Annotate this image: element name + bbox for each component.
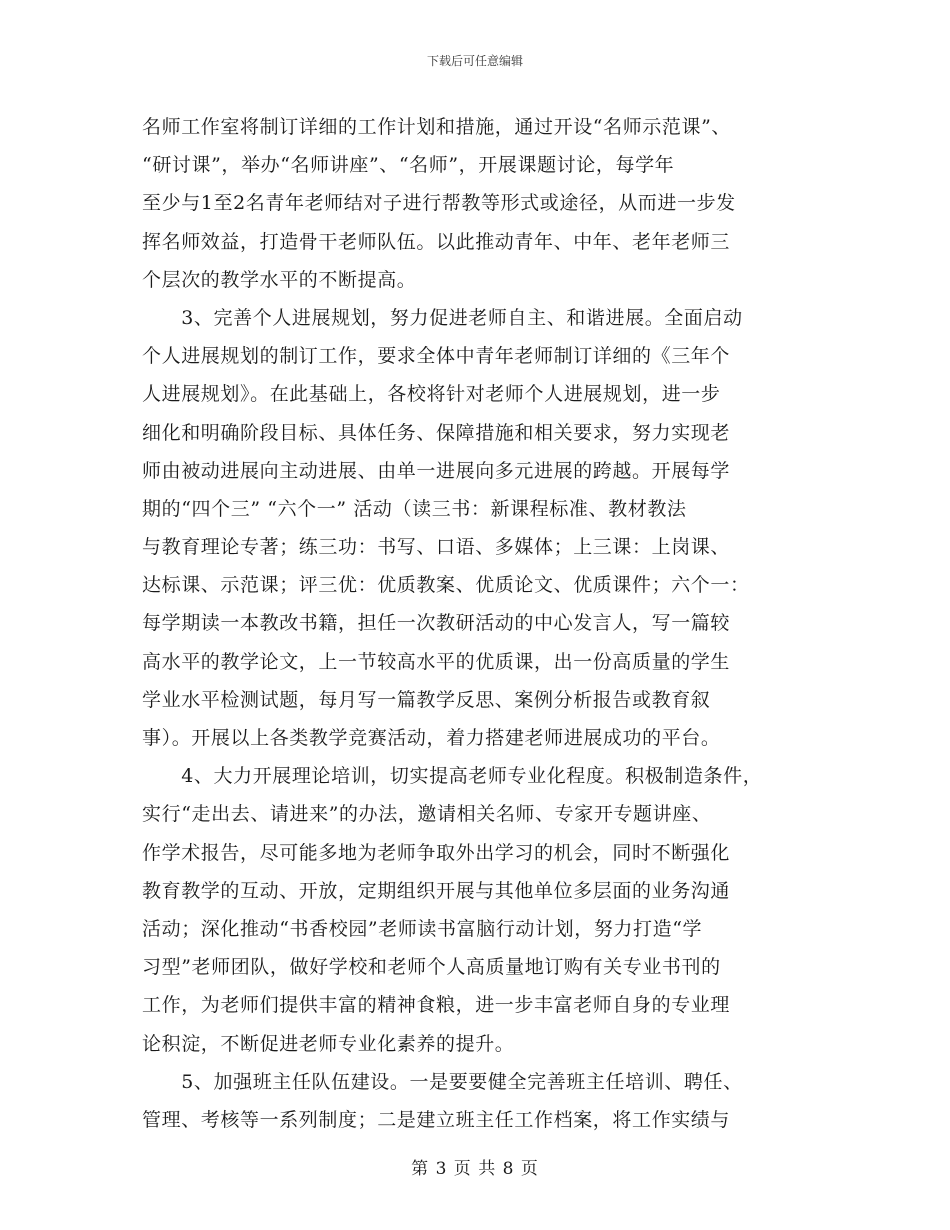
text-line: 实行“走出去、请进来”的办法，邀请相关名师、专家开专题讲座、 (142, 803, 712, 826)
text-line: 人进展规划》。在此基础上，各校将针对老师个人进展规划，进一步 (142, 383, 721, 406)
text-line: 至少与1至2名青年老师结对子进行帮教等形式或途径，从而进一步发 (142, 192, 736, 215)
text-line: 学业水平检测试题，每月写一篇教学反思、案例分析报告或教育叙 (142, 688, 711, 711)
text-line: 名师工作室将制订详细的工作计划和措施，通过开设“名师示范课”、 (142, 116, 732, 138)
text-line: 活动；深化推动“书香校园”老师读书富脑行动计划，努力打造“学 (142, 917, 703, 940)
text-line: 达标课、示范课；评三优：优质教案、优质论文、优质课件；六个一： (142, 574, 750, 597)
text-line: 细化和明确阶段目标、具体任务、保障措施和相关要求，努力实现老 (142, 421, 731, 444)
text-line: 论积淀，不断促进老师专业化素养的提升。 (142, 1032, 515, 1055)
page-header: 下载后可任意编辑 (426, 54, 523, 68)
text-line: 每学期读一本教改书籍，担任一次教研活动的中心发言人，写一篇较 (142, 612, 731, 635)
text-line: 师由被动进展向主动进展、由单一进展向多元进展的跨越。开展每学 (142, 459, 731, 482)
text-line: 事）。开展以上各类教学竞赛活动，着力搭建老师进展成功的平台。 (142, 727, 721, 749)
page-number-footer: 第 3 页 共 8 页 (411, 1159, 539, 1179)
text-line: 与教育理论专著；练三功：书写、口语、多媒体；上三课：上岗课、 (142, 536, 731, 559)
text-line: 挥名师效益，打造骨干老师队伍。以此推动青年、中年、老年老师三 (142, 230, 731, 253)
text-line: 期的“四个三” “六个一” 活动（读三书：新课程标准、教材教法 (142, 497, 687, 520)
document-body (142, 108, 832, 1139)
text-line: 管理、考核等一系列制度；二是建立班主任工作档案，将工作实绩与 (142, 1108, 731, 1131)
paragraph (142, 757, 832, 1063)
text-line: 4、大力开展理论培训，切实提高老师专业化程度。积极制造条件， (142, 765, 763, 788)
text-line: 工作，为老师们提供丰富的精神食粮，进一步丰富老师自身的专业理 (142, 994, 731, 1017)
paragraph (142, 299, 832, 757)
paragraph (142, 1063, 832, 1139)
text-line: 个人进展规划的制订工作，要求全体中青年老师制订详细的《三年个 (142, 345, 731, 368)
text-line: 作学术报告，尽可能多地为老师争取外出学习的机会，同时不断强化 (142, 841, 731, 864)
text-line: “研讨课”，举办“名师讲座”、“名师”，开展课题讨论，每学年 (142, 154, 675, 177)
text-line: 高水平的教学论文，上一节较高水平的优质课，出一份高质量的学生 (142, 650, 731, 673)
text-line: 教育教学的互动、开放，定期组织开展与其他单位多层面的业务沟通 (142, 879, 731, 902)
text-line: 5、加强班主任队伍建设。一是要要健全完善班主任培训、聘任、 (142, 1070, 743, 1093)
text-line: 个层次的教学水平的不断提高。 (142, 268, 417, 291)
paragraph (142, 108, 832, 299)
text-line: 习型”老师团队，做好学校和老师个人高质量地订购有关专业书刊的 (142, 956, 721, 979)
text-line: 3、完善个人进展规划，努力促进老师自主、和谐进展。全面启动 (142, 306, 743, 329)
